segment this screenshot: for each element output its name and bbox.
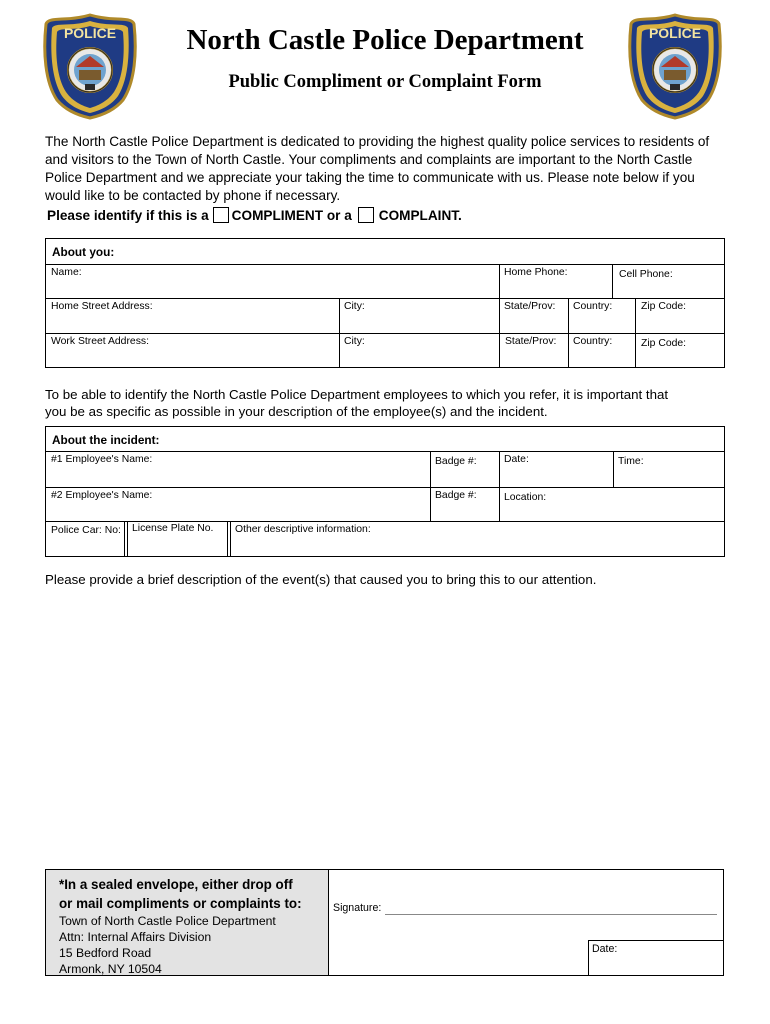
date-field[interactable]: Date: xyxy=(504,454,529,465)
work-city-field[interactable]: City: xyxy=(344,336,365,347)
mail-address-line3: 15 Bedford Road xyxy=(59,946,152,960)
badge-top-text: POLICE xyxy=(648,25,702,41)
mail-heading-1: *In a sealed envelope, either drop off xyxy=(59,877,293,892)
identify-prefix: Please identify if this is a xyxy=(47,207,209,223)
badge-top-text: POLICE xyxy=(63,25,117,41)
page-subtitle: Public Compliment or Complaint Form xyxy=(228,72,542,92)
complaint-label: COMPLAINT. xyxy=(378,207,462,223)
work-state-field[interactable]: State/Prov: xyxy=(505,336,557,347)
employee1-name-field[interactable]: #1 Employee's Name: xyxy=(51,454,153,465)
intro-paragraph: The North Castle Police Department is dedicated to providing the highest quality police services to residents of and visitors to the Town of North Castle. Your compliments and complaints are important to the North Castle Police Department and we appreciate your taking the time to communicate with us. Please note below if you would like to be contacted by phone if necessary. xyxy=(45,134,710,203)
about-you-title: About you: xyxy=(52,245,115,259)
compliment-checkbox[interactable] xyxy=(213,207,229,223)
other-info-field[interactable]: Other descriptive information: xyxy=(235,524,371,535)
signature-line[interactable] xyxy=(385,914,717,915)
license-plate-field[interactable]: License Plate No. xyxy=(132,523,214,534)
cell-phone-field[interactable]: Cell Phone: xyxy=(619,269,673,280)
date-label: Date: xyxy=(592,943,618,955)
mail-address-line2: Attn: Internal Affairs Division xyxy=(59,930,212,944)
home-phone-field[interactable]: Home Phone: xyxy=(504,267,568,278)
home-zip-field[interactable]: Zip Code: xyxy=(641,301,687,312)
complaint-checkbox[interactable] xyxy=(358,207,374,223)
identify-paragraph: To be able to identify the North Castle Police Department employees to which you refer, it is important that you be as specific as possible in your description of the employee(s) and the incident. xyxy=(45,387,669,419)
incident-box xyxy=(45,426,725,557)
employee1-badge-field[interactable]: Badge #: xyxy=(435,456,477,467)
work-address-field[interactable]: Work Street Address: xyxy=(51,336,149,347)
incident-title: About the incident: xyxy=(52,433,160,447)
about-you-box xyxy=(45,238,725,368)
home-state-field[interactable]: State/Prov: xyxy=(504,301,556,312)
employee2-name-field[interactable]: #2 Employee's Name: xyxy=(51,490,153,501)
employee2-badge-field[interactable]: Badge #: xyxy=(435,490,477,501)
signature-label: Signature: xyxy=(333,902,382,914)
time-field[interactable]: Time: xyxy=(618,456,644,467)
compliment-label: COMPLIMENT or a xyxy=(231,207,352,223)
mail-address-line4: Armonk, NY 10504 xyxy=(59,962,162,976)
mail-instructions xyxy=(46,870,328,975)
page-title: North Castle Police Department xyxy=(186,24,584,56)
name-field[interactable]: Name: xyxy=(51,267,82,278)
location-field[interactable]: Location: xyxy=(504,492,547,503)
home-country-field[interactable]: Country: xyxy=(573,301,613,312)
home-address-field[interactable]: Home Street Address: xyxy=(51,301,153,312)
mail-heading-2: or mail compliments or complaints to: xyxy=(59,896,302,911)
home-city-field[interactable]: City: xyxy=(344,301,365,312)
work-zip-field[interactable]: Zip Code: xyxy=(641,338,687,349)
description-area[interactable] xyxy=(45,595,725,855)
description-prompt: Please provide a brief description of the event(s) that caused you to bring this to our attention. xyxy=(45,572,597,587)
identify-row xyxy=(47,207,462,223)
date-signature-field[interactable] xyxy=(588,940,724,975)
work-country-field[interactable]: Country: xyxy=(573,336,613,347)
mail-address-line1: Town of North Castle Police Department xyxy=(59,914,276,928)
police-car-field[interactable]: Police Car: No: xyxy=(51,525,121,536)
